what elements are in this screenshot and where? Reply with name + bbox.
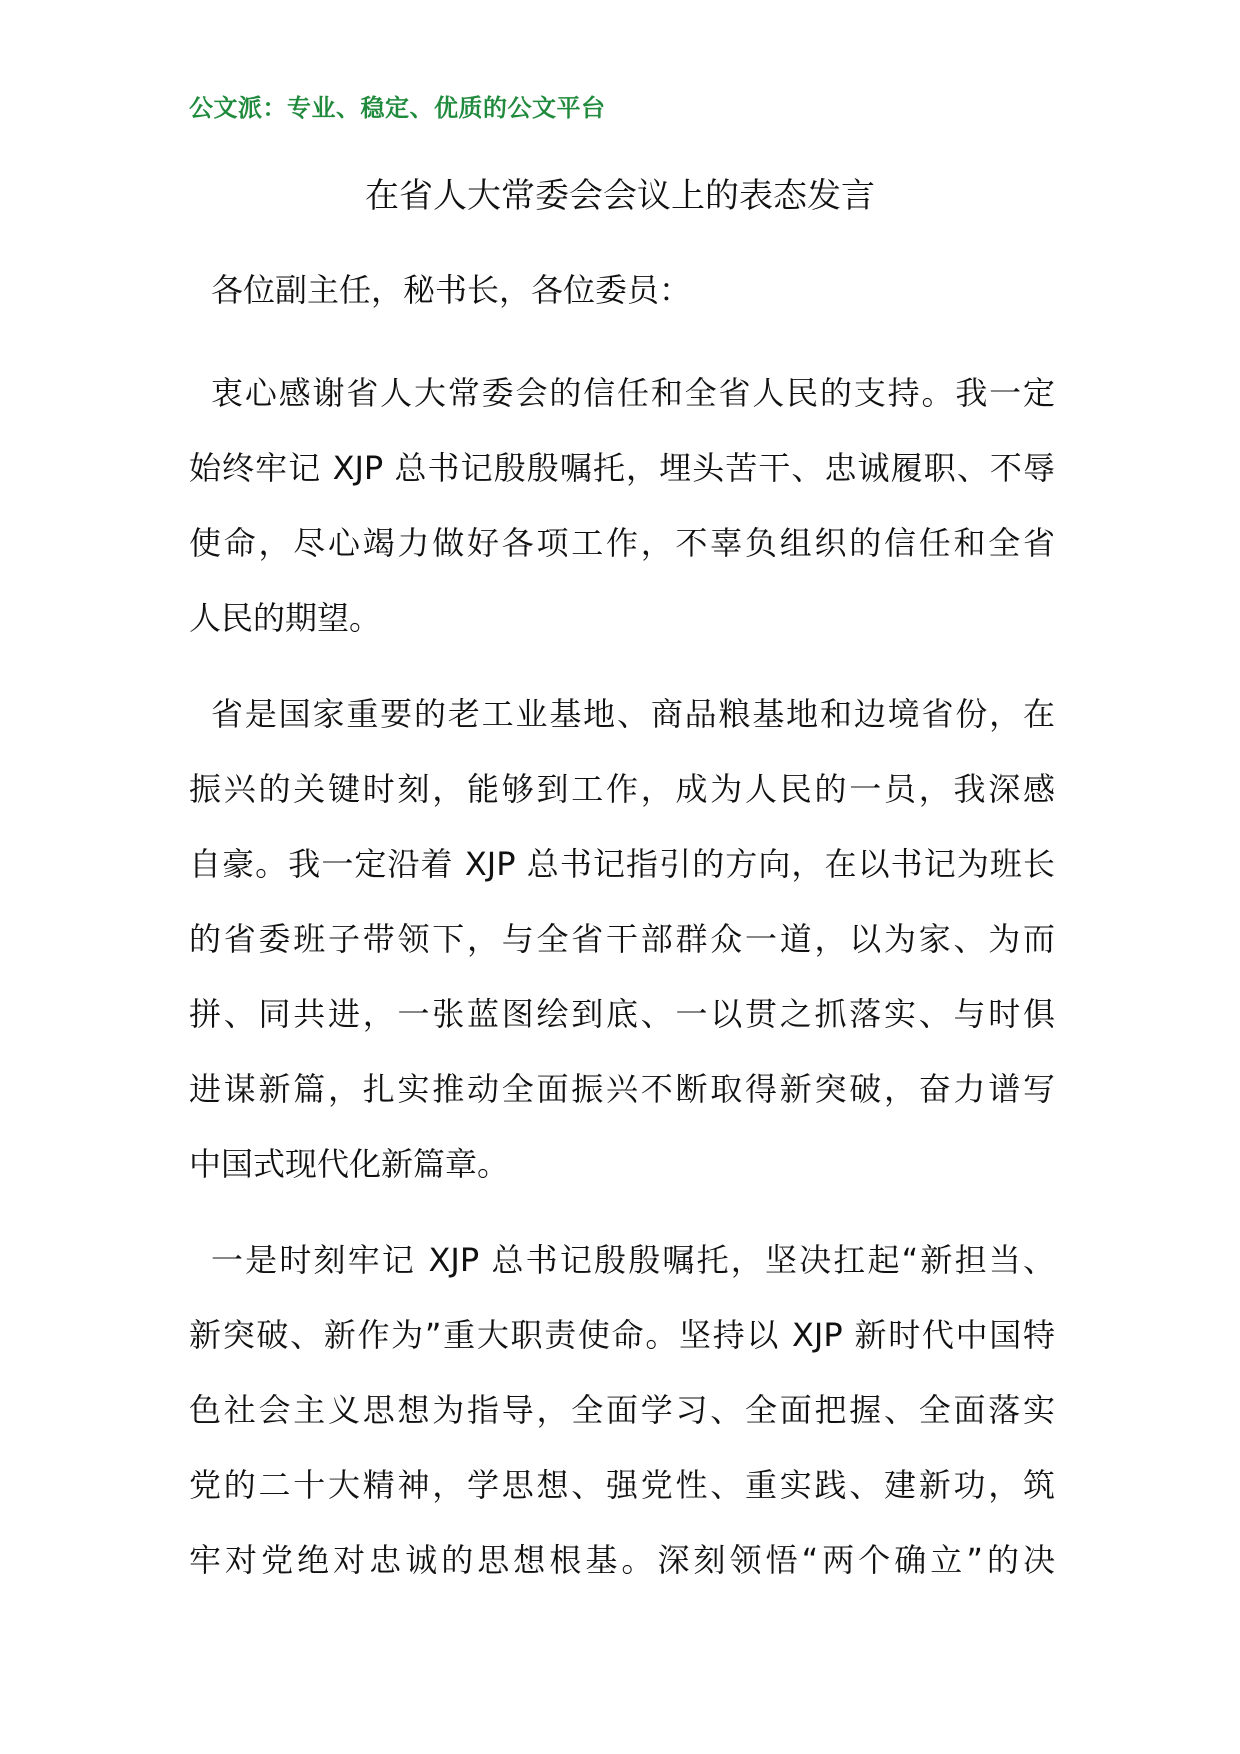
paragraph-line: 党的二十大精神，学思想、强党性、重实践、建新功，筑	[189, 1466, 1055, 1504]
paragraph-line: 牢对党绝对忠诚的思想根基。深刻领悟“两个确立”的决	[189, 1541, 1055, 1579]
paragraph-line: 人民的期望。	[189, 599, 382, 637]
paragraph-line: 进谋新篇，扎实推动全面振兴不断取得新突破，奋力谱写	[189, 1070, 1055, 1108]
paragraph	[189, 677, 1055, 1202]
paragraph-line: 省是国家重要的老工业基地、商品粮基地和边境省份，在	[211, 695, 1055, 733]
paragraph	[189, 1223, 1055, 1598]
paragraph-line: 的省委班子带领下，与全省干部群众一道，以为家、为而	[189, 920, 1055, 958]
paragraph-line: 一是时刻牢记 XJP 总书记殷殷嘱托，坚决扛起“新担当、	[211, 1241, 1055, 1279]
paragraph	[189, 356, 1055, 656]
salutation: 各位副主任，秘书长，各位委员：	[211, 271, 692, 309]
paragraph-line: 拼、同共进，一张蓝图绘到底、一以贯之抓落实、与时俱	[189, 995, 1055, 1033]
document-body	[189, 356, 1055, 1619]
paragraph-line: 色社会主义思想为指导，全面学习、全面把握、全面落实	[189, 1391, 1055, 1429]
paragraph-line: 中国式现代化新篇章。	[189, 1145, 510, 1183]
platform-banner: 公文派：专业、稳定、优质的公文平台	[189, 94, 606, 122]
paragraph-line: 始终牢记 XJP 总书记殷殷嘱托，埋头苦干、忠诚履职、不辱	[189, 449, 1055, 487]
paragraph-line: 使命，尽心竭力做好各项工作，不辜负组织的信任和全省	[189, 524, 1055, 562]
paragraph-line: 衷心感谢省人大常委会的信任和全省人民的支持。我一定	[211, 374, 1055, 412]
paragraph-line: 自豪。我一定沿着 XJP 总书记指引的方向，在以书记为班长	[189, 845, 1055, 883]
document-title: 在省人大常委会会议上的表态发言	[365, 176, 875, 216]
paragraph-line: 振兴的关键时刻，能够到工作，成为人民的一员，我深感	[189, 770, 1055, 808]
paragraph-line: 新突破、新作为”重大职责使命。坚持以 XJP 新时代中国特	[189, 1316, 1055, 1354]
